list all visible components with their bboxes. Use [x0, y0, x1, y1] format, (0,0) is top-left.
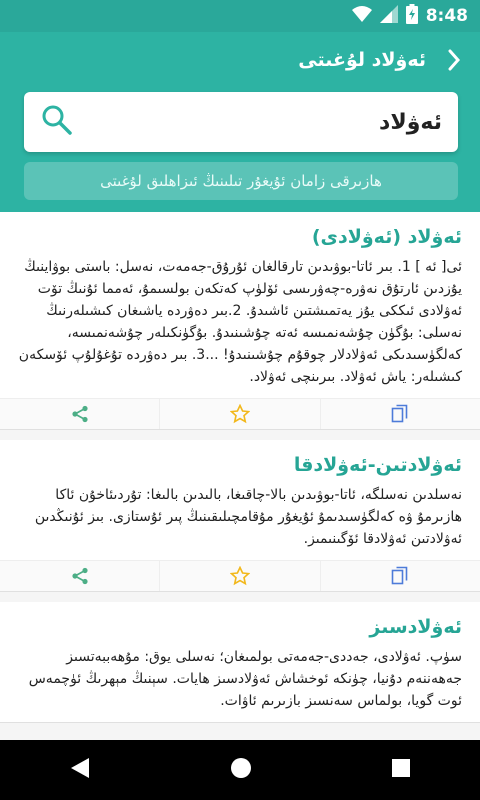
app-header [0, 32, 480, 212]
results-list[interactable] [0, 212, 480, 740]
share-button[interactable] [0, 561, 160, 591]
search-input[interactable]: ئەۋلاد [379, 109, 442, 135]
dictionary-name: ھازىرقى زامان ئۇيغۇر تىلىنىڭ ئىزاھلىق لۇغىتى [24, 162, 458, 200]
share-icon [71, 405, 89, 423]
share-icon [71, 567, 89, 585]
entry-definition: نەسلدىن نەسلگە، ئاتا-بوۋىدىن بالا-چاقىغا، بالىدىن بالىغا: تۇردىئاخۇن ئاكا ھازىرمۇ ۋە كەلگۈسىدىمۇ ئۇيغۇر مۇقامچىلىقىنىڭ پىر ئۇستازى. بىز ئۇنىڭدىن ئەۋلادتىن ئەۋلادقا ئۆگىنىمىز. [34, 487, 462, 547]
star-icon [230, 404, 250, 424]
share-button[interactable] [0, 399, 160, 429]
search-icon [40, 103, 74, 137]
square-recents-icon [391, 758, 411, 778]
favorite-button[interactable] [160, 399, 320, 429]
entry-actions [0, 560, 480, 591]
copy-button[interactable] [321, 399, 480, 429]
back-button[interactable] [440, 46, 468, 74]
entry-card [0, 440, 480, 592]
copy-icon [391, 566, 409, 586]
toolbar [0, 32, 480, 88]
status-time: 8:48 [425, 6, 468, 26]
navigation-bar [0, 740, 480, 800]
search-button[interactable] [40, 103, 74, 141]
entry-card [0, 212, 480, 430]
copy-button[interactable] [321, 561, 480, 591]
star-icon [230, 566, 250, 586]
favorite-button[interactable] [160, 561, 320, 591]
entry-title: ئەۋلاد (ئەۋلادى) [311, 226, 462, 248]
recents-nav-button[interactable] [391, 758, 411, 782]
signal-icon [380, 5, 398, 27]
wifi-icon [352, 5, 372, 27]
entry-definition: ئى[ ئە ] 1. بىر ئاتا-بوۋىدىن تارقالغان ئۇرۇق-جەمەت، نەسل: باستى بوۋاينىڭ يۇزدىن ئارتۇق نەۋرە-چەۋرىسى ئۆلۈپ كەتكەن بولسىمۇ، ئەمما ئۇنىڭ تۆت ئەۋلادى ئىككى يۇز يەتمىشتىن ئاشىدۇ. 2.بىر دەۋردە ياشىغان كىشىلەرنىڭ نەسلى: بۇگۈن چۇشەنمىسە ئەتە چۇشىنىدۇ. بۇگۈنكىلەر چۇشەنمىسە، كەلگۈسىدىكى ئەۋلادلار چوقۇم چۇشىنىدۇ! ...3. بىر دەۋردە تۇغۇلۇپ ئۆسكەن كىشىلەر: ياش ئەۋلاد. بىرىنچى ئەۋلاد. [18, 259, 462, 385]
back-nav-button[interactable] [69, 756, 91, 784]
battery-icon [406, 4, 418, 28]
page-title: ئەۋلاد لۇغىتى [298, 49, 426, 71]
search-box[interactable] [24, 92, 458, 152]
circle-home-icon [230, 757, 252, 779]
copy-icon [391, 404, 409, 424]
home-nav-button[interactable] [230, 757, 252, 783]
triangle-back-icon [69, 756, 91, 780]
entry-title: ئەۋلادسىز [369, 616, 462, 638]
entry-actions [0, 398, 480, 429]
chevron-right-icon [447, 49, 461, 71]
entry-card [0, 602, 480, 723]
status-bar [0, 0, 480, 32]
entry-title: ئەۋلادتىن-ئەۋلادقا [293, 454, 462, 476]
entry-definition: سۈپ. ئەۋلادى، جەددى-جەمەتى بولمىغان؛ نەسلى يوق: مۇھەببەتسىز جەھەننەم دۇنيا، چۈنكە ئوخشاش ئەۋلادسىز ھايات. سېنىڭ مېھرىڭ ئۈچمەس ئوت گويا، بولماس سەنسىز بازىرىم ئاۋات. [28, 649, 462, 709]
